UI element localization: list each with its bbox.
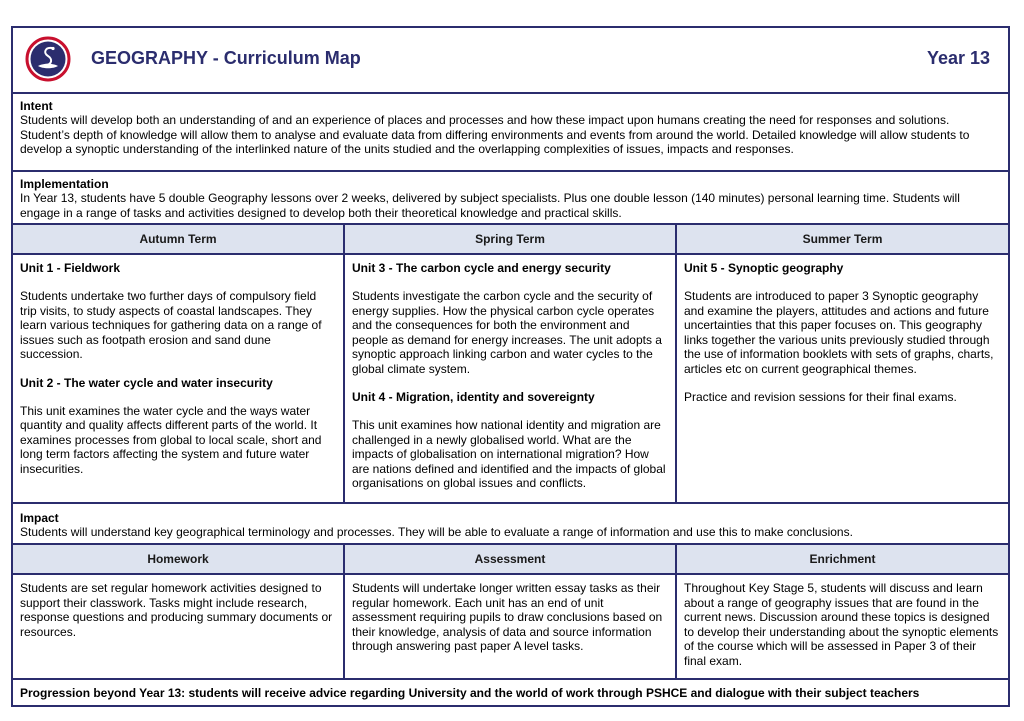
assessment-body: Students will undertake longer written essay tasks as their regular homework. Each unit has an end of unit assessment requiring pupils to draw conclusions based on their knowledge, analysis of data and source information through answering past paper A level tasks.	[352, 581, 663, 653]
homework-header: Homework	[13, 545, 343, 573]
assessment-cell	[345, 575, 675, 678]
revision-note: Practice and revision sessions for their final exams.	[684, 390, 957, 404]
impact-heading: Impact	[20, 511, 59, 525]
intent-section	[13, 94, 1008, 157]
unit-4-title: Unit 4 - Migration, identity and sovereignty	[352, 390, 595, 404]
unit-1-title: Unit 1 - Fieldwork	[20, 261, 121, 275]
homework-body: Students are set regular homework activities designed to support their classwork. Tasks might include research, response questions and producing summary documents or resources.	[20, 581, 333, 639]
summer-term-header: Summer Term	[677, 225, 1008, 253]
implementation-body: In Year 13, students have 5 double Geography lessons over 2 weeks, delivered by subject specialists. Plus one double lesson (140 minutes) personal learning time. Students will engage in a range of tasks and activities designed to develop both their theoretical knowledge and practical skills.	[20, 191, 960, 220]
column-divider	[343, 223, 345, 504]
impact-section	[13, 506, 1008, 540]
implementation-heading: Implementation	[20, 177, 109, 191]
unit-1-body: Students undertake two further days of compulsory field trip visits, to study aspects of coastal landscapes. They learn various techniques for gathering data on a range of issues such as footpath erosion and sand dune succession.	[20, 289, 322, 361]
implementation-section	[13, 172, 1008, 220]
year-label: Year 13	[926, 48, 990, 68]
header	[13, 28, 1008, 92]
curriculum-map-frame	[11, 26, 1010, 707]
unit-5-body: Students are introduced to paper 3 Synoptic geography and examine the players, attitudes and actions and future uncertainties that this paper focuses on. This geography links together the various units previously studied through the use of information booklets with sets of graphs, charts, articles etc on current geographical themes.	[684, 289, 994, 376]
enrichment-body: Throughout Key Stage 5, students will discuss and learn about a range of geography issues that are found in the current news. Discussion around these topics is designed to develop their understanding about the synoptic elements of the course which will be assessed in Paper 3 of their final exam.	[684, 581, 999, 668]
page-title: GEOGRAPHY - Curriculum Map	[91, 48, 361, 68]
column-divider	[675, 543, 677, 680]
column-divider	[675, 223, 677, 504]
autumn-term-cell	[13, 255, 343, 502]
assessment-header: Assessment	[345, 545, 675, 573]
impact-body: Students will understand key geographical terminology and processes. They will be able to evaluate a range of information and use this to make conclusions.	[20, 525, 853, 539]
school-crest-swan-icon	[25, 36, 71, 82]
autumn-term-header: Autumn Term	[13, 225, 343, 253]
unit-4-body: This unit examines how national identity and migration are challenged in a newly globalised world. What are the impacts of globalisation on international migration? How are nations defined and identified and the impacts of global organisations on global issues and conflicts.	[352, 418, 666, 490]
intent-body: Students will develop both an understanding of and an experience of places and processes and how these impact upon humans creating the need for responses and solutions. Student’s depth of knowledge will allow them to analyse and evaluate data from differing environments and events from around the world. Detailed knowledge will allow students to develop a synoptic understanding of the interlinked nature of the units studied and the overlapping complexities of issues, impacts and responses.	[20, 113, 970, 156]
unit-5-title: Unit 5 - Synoptic geography	[684, 261, 844, 275]
divider	[13, 502, 1008, 504]
spring-term-header: Spring Term	[345, 225, 675, 253]
unit-2-title: Unit 2 - The water cycle and water insecurity	[20, 375, 273, 390]
unit-3-title: Unit 3 - The carbon cycle and energy security	[352, 261, 611, 275]
unit-2-body: This unit examines the water cycle and the ways water quantity and quality affects different parts of the world. It examines processes from global to local scale, short and long term factors affecting the system and future water insecurities.	[20, 403, 322, 476]
summer-term-cell	[677, 255, 1008, 502]
column-divider	[343, 543, 345, 680]
progression-statement: Progression beyond Year 13: students will receive advice regarding University and the world of work through PSHCE and dialogue with their subject teachers	[20, 686, 920, 700]
unit-3-body: Students investigate the carbon cycle and the security of energy supplies. How the physical carbon cycle operates and the consequences for both the environment and people as demand for energy increases. The unit adopts a synoptic approach linking carbon and water cycles to the global climate system.	[352, 289, 662, 376]
enrichment-header: Enrichment	[677, 545, 1008, 573]
homework-cell	[13, 575, 343, 678]
intent-heading: Intent	[20, 99, 53, 113]
spring-term-cell	[345, 255, 675, 502]
enrichment-cell	[677, 575, 1008, 678]
divider	[13, 678, 1008, 680]
